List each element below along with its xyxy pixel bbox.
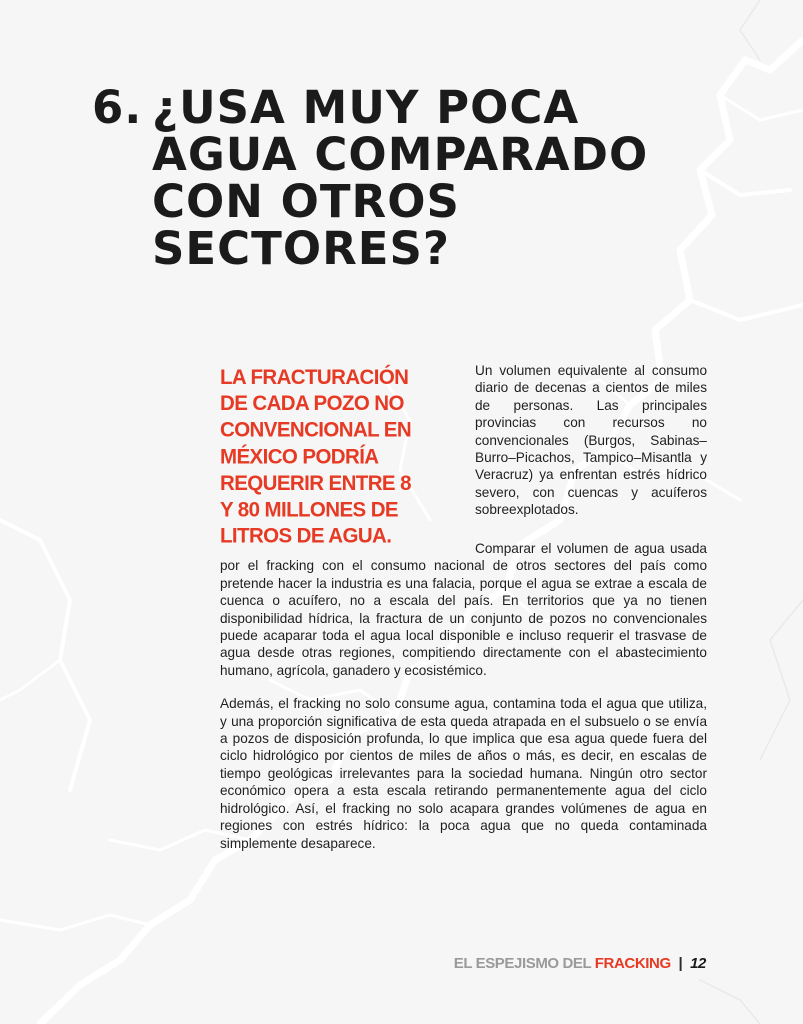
section-title: ¿USA MUY POCA AGUA COMPARADO CON OTROS SECTORES? xyxy=(152,81,649,275)
body-paragraph-2: Además, el fracking no solo consume agua, contamina toda el agua que utiliza, y una proporción significativa de esta queda atrapada en el subsuelo o se envía a pozos de disposición profunda, lo que implica que esa agua quede fuera del ciclo hidrológico por cientos de miles de años o más, es decir, en escalas de tiempo geológicas irrelevantes para la sociedad humana. Ningún otro sector económico opera a esta escala retirando permanentemente agua del ciclo hidrológico. Así, el fracking no solo acapara grandes volúmenes de agua en regiones con estrés hídrico: la poca agua que no queda contaminada simplemente desaparece. xyxy=(220,696,707,851)
footer-publication-accent: FRACKING xyxy=(594,955,671,972)
intro-paragraph: Un volumen equivalente al consumo diario de decenas a cientos de miles de personas. Las principales provincias con recursos no convencionales (Burgos, Sabinas–Burro–Picachos, Tampico–Misantla y Veracruz) ya enfrentan estrés hídrico severo, con cuencas y acuíferos sobreexplotados. xyxy=(475,363,707,518)
section-heading xyxy=(92,81,712,275)
body-text xyxy=(220,540,707,852)
page-footer xyxy=(454,955,706,972)
pull-quote: LA FRACTURACIÓN DE CADA POZO NO CONVENCIONAL EN MÉXICO PODRÍA REQUERIR ENTRE 8 Y 80 MILLONES DE LITROS DE AGUA. xyxy=(220,365,412,548)
footer-separator: | xyxy=(678,955,683,972)
section-number: 6. xyxy=(92,81,143,134)
page-number: 12 xyxy=(690,955,706,972)
footer-publication-title: EL ESPEJISMO DEL xyxy=(453,955,591,972)
body-paragraph-1: Comparar el volumen de agua usada por el fracking con el consumo nacional de otros sectores del país como pretende hacer la industria es una falacia, porque el agua se extrae a escala de cuenca o acuífero, no a escala del país. En territorios que ya no tienen disponibilidad hídrica, la fractura de un conjunto de pozos no convencionales puede acaparar toda el agua local disponible e incluso requerir el trasvase de agua desde otras regiones, compitiendo directamente con el abastecimiento humano, agrícola, ganadero y ecosistémico. xyxy=(220,541,707,678)
